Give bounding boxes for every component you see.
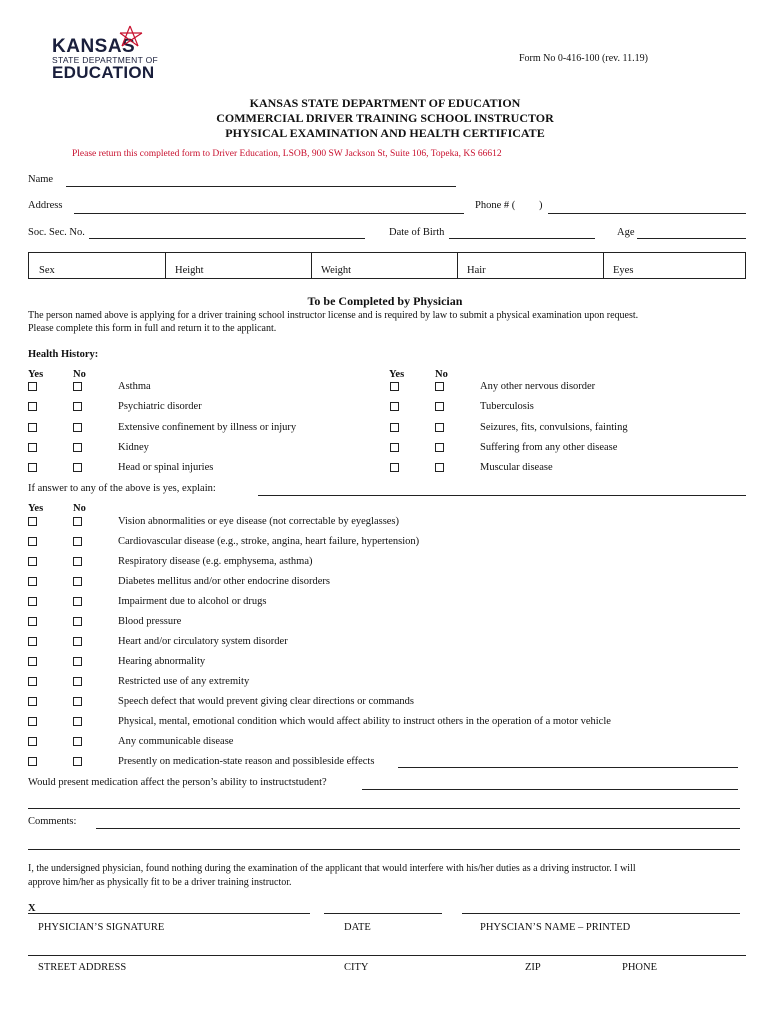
condition-0-yes-checkbox[interactable]	[28, 517, 37, 526]
condition-item-label: Vision abnormalities or eye disease (not correctable by eyeglasses)	[118, 516, 400, 527]
sex-cell[interactable]	[29, 253, 166, 278]
height-label: Height	[175, 265, 204, 276]
address-label: Address	[28, 200, 63, 211]
health-right-4-no-checkbox[interactable]	[435, 463, 444, 472]
logo-state-department-text: STATE DEPARTMENT OF	[52, 55, 158, 65]
health-right-item-label: Any other nervous disorder	[480, 381, 596, 392]
return-notice: Please return this completed form to Driver Education, LSOB, 900 SW Jackson St, Suite 106, Topeka, KS 66612	[72, 149, 502, 159]
medication-question: Would present medication affect the person’s ability to instructstudent?	[28, 777, 327, 788]
condition-9-no-checkbox[interactable]	[73, 697, 82, 706]
condition-12-yes-checkbox[interactable]	[28, 757, 37, 766]
health-left-item-label: Extensive confinement by illness or injury	[118, 422, 297, 433]
health-history-yes-header-right: Yes	[389, 369, 405, 380]
name-field[interactable]	[66, 186, 456, 187]
title-line-2: COMMERCIAL DRIVER TRAINING SCHOOL INSTRUCTOR	[216, 111, 554, 125]
health-left-item-label: Asthma	[118, 381, 151, 392]
condition-1-no-checkbox[interactable]	[73, 537, 82, 546]
logo-kansas-text: KANSAS	[52, 36, 136, 57]
zip-label: ZIP	[525, 962, 541, 973]
condition-0-no-checkbox[interactable]	[73, 517, 82, 526]
condition-item-label: Cardiovascular disease (e.g., stroke, angina, heart failure, hypertension)	[118, 536, 420, 547]
phone-field[interactable]	[548, 213, 746, 214]
weight-cell[interactable]	[311, 253, 458, 278]
health-left-1-no-checkbox[interactable]	[73, 402, 82, 411]
certification-line-2: approve him/her as physically fit to be a driver training instructor.	[28, 877, 292, 888]
age-field[interactable]	[637, 238, 746, 239]
condition-12-no-checkbox[interactable]	[73, 757, 82, 766]
health-right-item-label: Muscular disease	[480, 462, 553, 473]
health-history-heading: Health History:	[28, 349, 99, 360]
condition-10-no-checkbox[interactable]	[73, 717, 82, 726]
health-history-no-header: No	[73, 369, 86, 380]
physician-intro-line-1: The person named above is applying for a driver training school instructor license and is required by law to submit a physical examination upon request.	[28, 310, 639, 321]
condition-3-no-checkbox[interactable]	[73, 577, 82, 586]
ssn-label: Soc. Sec. No.	[28, 227, 85, 238]
phone-bottom-label: PHONE	[622, 962, 658, 973]
condition-item-label: Physical, mental, emotional condition which would affect ability to instruct others in the operation of a motor vehicle	[118, 716, 611, 727]
health-left-4-no-checkbox[interactable]	[73, 463, 82, 472]
condition-6-no-checkbox[interactable]	[73, 637, 82, 646]
date-label: DATE	[344, 922, 371, 933]
condition-item-label: Respiratory disease (e.g. emphysema, asthma)	[118, 556, 313, 567]
condition-item-label: Any communicable disease	[118, 736, 234, 747]
health-left-item-label: Kidney	[118, 442, 149, 453]
phone-label: Phone # (	[475, 200, 516, 211]
explain-field[interactable]	[258, 495, 746, 496]
condition-4-no-checkbox[interactable]	[73, 597, 82, 606]
certification-line-1: I, the undersigned physician, found nothing during the examination of the applicant that would interfere with his/her duties as a driving instructor. I will	[28, 863, 636, 874]
health-right-item-label: Suffering from any other disease	[480, 442, 618, 453]
logo-star-icon	[118, 22, 144, 52]
health-left-2-no-checkbox[interactable]	[73, 423, 82, 432]
address-field[interactable]	[74, 213, 464, 214]
ssn-field[interactable]	[89, 238, 365, 239]
physician-section-heading: To be Completed by Physician	[307, 294, 463, 308]
health-right-item-label: Seizures, fits, convulsions, fainting	[480, 422, 628, 433]
signature-x-mark: X	[28, 903, 36, 914]
health-right-3-no-checkbox[interactable]	[435, 443, 444, 452]
street-city-zip-phone-field[interactable]	[28, 955, 746, 956]
comments-label: Comments:	[28, 816, 77, 827]
health-history-yes-header: Yes	[28, 369, 44, 380]
condition-item-label: Presently on medication-state reason and possibleside effects	[118, 756, 375, 767]
medication-answer-field[interactable]	[362, 789, 738, 790]
physician-intro-line-2: Please complete this form in full and return it to the applicant.	[28, 323, 277, 334]
health-right-3-yes-checkbox[interactable]	[390, 443, 399, 452]
eyes-label: Eyes	[613, 265, 634, 276]
condition-5-yes-checkbox[interactable]	[28, 617, 37, 626]
condition-item-label: Heart and/or circulatory system disorder	[118, 636, 288, 647]
health-left-item-label: Psychiatric disorder	[118, 401, 202, 412]
health-right-item-label: Tuberculosis	[480, 401, 534, 412]
logo-education-text: EDUCATION	[52, 63, 155, 82]
health-left-3-yes-checkbox[interactable]	[28, 443, 37, 452]
health-left-3-no-checkbox[interactable]	[73, 443, 82, 452]
condition-10-yes-checkbox[interactable]	[28, 717, 37, 726]
condition-4-yes-checkbox[interactable]	[28, 597, 37, 606]
health-left-item-label: Head or spinal injuries	[118, 462, 214, 473]
health-right-1-no-checkbox[interactable]	[435, 402, 444, 411]
title-line-1: KANSAS STATE DEPARTMENT OF EDUCATION	[249, 96, 521, 110]
condition-8-no-checkbox[interactable]	[73, 677, 82, 686]
condition-item-label: Impairment due to alcohol or drugs	[118, 596, 267, 607]
condition-item-label: Speech defect that would prevent giving clear directions or commands	[118, 696, 414, 707]
condition-9-yes-checkbox[interactable]	[28, 697, 37, 706]
condition-item-label: Diabetes mellitus and/or other endocrine disorders	[118, 576, 330, 587]
condition-item-label: Hearing abnormality	[118, 656, 206, 667]
conditions-yes-header: Yes	[28, 503, 44, 514]
condition-2-yes-checkbox[interactable]	[28, 557, 37, 566]
comments-extra-line[interactable]	[28, 849, 740, 850]
condition-11-no-checkbox[interactable]	[73, 737, 82, 746]
physical-description-table	[28, 252, 746, 279]
hair-cell[interactable]	[457, 253, 604, 278]
printed-name-field[interactable]	[462, 913, 740, 914]
hair-label: Hair	[467, 265, 486, 276]
health-right-0-no-checkbox[interactable]	[435, 382, 444, 391]
health-left-0-yes-checkbox[interactable]	[28, 382, 37, 391]
name-label: Name	[28, 174, 54, 185]
medication-extra-line[interactable]	[28, 808, 740, 809]
condition-11-yes-checkbox[interactable]	[28, 737, 37, 746]
city-label: CITY	[344, 962, 369, 973]
condition-5-no-checkbox[interactable]	[73, 617, 82, 626]
dob-field[interactable]	[449, 238, 595, 239]
eyes-cell[interactable]	[603, 253, 745, 278]
weight-label: Weight	[321, 265, 352, 276]
medication-explain-field[interactable]	[398, 767, 738, 768]
health-right-1-yes-checkbox[interactable]	[390, 402, 399, 411]
condition-3-yes-checkbox[interactable]	[28, 577, 37, 586]
health-left-0-no-checkbox[interactable]	[73, 382, 82, 391]
condition-2-no-checkbox[interactable]	[73, 557, 82, 566]
condition-6-yes-checkbox[interactable]	[28, 637, 37, 646]
health-left-4-yes-checkbox[interactable]	[28, 463, 37, 472]
condition-1-yes-checkbox[interactable]	[28, 537, 37, 546]
age-label: Age	[617, 227, 635, 238]
form-number: Form No 0-416-100 (rev. 11.19)	[519, 53, 648, 64]
conditions-no-header: No	[73, 503, 86, 514]
explain-label: If answer to any of the above is yes, explain:	[28, 483, 216, 494]
date-field[interactable]	[324, 913, 442, 914]
printed-name-label: PHYSCIAN’S NAME – PRINTED	[480, 922, 631, 933]
health-right-0-yes-checkbox[interactable]	[390, 382, 399, 391]
condition-7-yes-checkbox[interactable]	[28, 657, 37, 666]
health-right-2-yes-checkbox[interactable]	[390, 423, 399, 432]
signature-label: PHYSICIAN’S SIGNATURE	[38, 922, 165, 933]
condition-8-yes-checkbox[interactable]	[28, 677, 37, 686]
condition-item-label: Restricted use of any extremity	[118, 676, 250, 687]
title-line-3: PHYSICAL EXAMINATION AND HEALTH CERTIFICATE	[225, 126, 545, 140]
phone-close-paren: )	[539, 200, 543, 211]
street-address-label: STREET ADDRESS	[38, 962, 127, 973]
height-cell[interactable]	[165, 253, 312, 278]
signature-field[interactable]	[28, 913, 310, 914]
dob-label: Date of Birth	[389, 227, 445, 238]
sex-label: Sex	[39, 265, 55, 276]
condition-item-label: Blood pressure	[118, 616, 182, 627]
condition-7-no-checkbox[interactable]	[73, 657, 82, 666]
health-right-2-no-checkbox[interactable]	[435, 423, 444, 432]
health-history-no-header-right: No	[435, 369, 448, 380]
health-left-1-yes-checkbox[interactable]	[28, 402, 37, 411]
comments-field[interactable]	[96, 828, 740, 829]
health-right-4-yes-checkbox[interactable]	[390, 463, 399, 472]
health-left-2-yes-checkbox[interactable]	[28, 423, 37, 432]
